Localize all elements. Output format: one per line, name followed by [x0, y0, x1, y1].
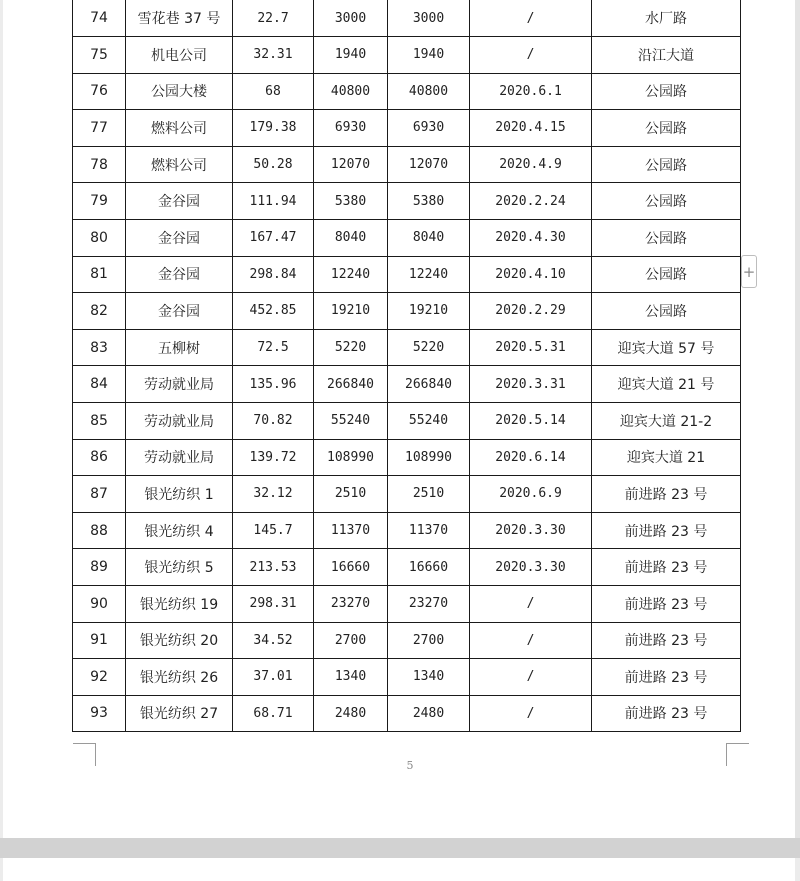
cell-address[interactable]: 前进路 23 号 — [592, 622, 741, 659]
page-edge-shadow — [795, 0, 800, 838]
cell-date[interactable]: 2020.2.24 — [470, 183, 592, 220]
cell-amount-paid[interactable]: 5220 — [388, 329, 470, 366]
cell-row-index[interactable]: 88 — [73, 512, 126, 549]
cell-amount[interactable]: 5380 — [314, 183, 388, 220]
cell-address[interactable]: 迎宾大道 21 — [592, 439, 741, 476]
cell-row-index[interactable]: 87 — [73, 476, 126, 513]
cell-address[interactable]: 迎宾大道 21-2 — [592, 402, 741, 439]
cell-amount[interactable]: 5220 — [314, 329, 388, 366]
cell-unit-name[interactable]: 银光纺织 19 — [126, 585, 233, 622]
table-row — [73, 549, 741, 586]
table-row — [73, 622, 741, 659]
cell-area[interactable]: 111.94 — [233, 183, 314, 220]
cell-row-index[interactable]: 81 — [73, 256, 126, 293]
table-row — [73, 183, 741, 220]
cell-area[interactable]: 298.31 — [233, 585, 314, 622]
cell-date[interactable]: 2020.4.30 — [470, 219, 592, 256]
cell-address[interactable]: 前进路 23 号 — [592, 695, 741, 732]
cell-area[interactable]: 213.53 — [233, 549, 314, 586]
cell-date[interactable]: 2020.6.1 — [470, 73, 592, 110]
cell-amount-paid[interactable]: 23270 — [388, 585, 470, 622]
table-row — [73, 0, 741, 37]
cell-amount-paid[interactable]: 8040 — [388, 219, 470, 256]
cell-unit-name[interactable]: 银光纺织 4 — [126, 512, 233, 549]
add-row-button[interactable]: + — [741, 255, 757, 288]
cell-area[interactable]: 68 — [233, 73, 314, 110]
cell-date[interactable]: 2020.3.30 — [470, 549, 592, 586]
cell-unit-name[interactable]: 金谷园 — [126, 256, 233, 293]
cell-amount-paid[interactable]: 12070 — [388, 146, 470, 183]
cell-date[interactable]: 2020.5.31 — [470, 329, 592, 366]
cell-amount[interactable]: 2700 — [314, 622, 388, 659]
cell-area[interactable]: 72.5 — [233, 329, 314, 366]
cell-area[interactable]: 70.82 — [233, 402, 314, 439]
cell-address[interactable]: 公园路 — [592, 219, 741, 256]
cell-amount-paid[interactable]: 1940 — [388, 37, 470, 74]
data-table — [72, 0, 741, 732]
cell-amount-paid[interactable]: 2510 — [388, 476, 470, 513]
cell-amount[interactable]: 2480 — [314, 695, 388, 732]
cell-unit-name[interactable]: 五柳树 — [126, 329, 233, 366]
cell-address[interactable]: 前进路 23 号 — [592, 512, 741, 549]
cell-area[interactable]: 135.96 — [233, 366, 314, 403]
cell-unit-name[interactable]: 银光纺织 26 — [126, 659, 233, 696]
cell-amount[interactable]: 12240 — [314, 256, 388, 293]
cell-date[interactable]: / — [470, 0, 592, 37]
cell-amount[interactable]: 3000 — [314, 0, 388, 37]
table-row — [73, 439, 741, 476]
cell-amount[interactable]: 23270 — [314, 585, 388, 622]
crop-mark-left — [73, 743, 96, 766]
table-row — [73, 256, 741, 293]
table-row — [73, 110, 741, 147]
cell-area[interactable]: 298.84 — [233, 256, 314, 293]
cell-date[interactable]: / — [470, 622, 592, 659]
cell-row-index[interactable]: 92 — [73, 659, 126, 696]
table-row — [73, 659, 741, 696]
cell-amount[interactable]: 1940 — [314, 37, 388, 74]
cell-unit-name[interactable]: 银光纺织 20 — [126, 622, 233, 659]
cell-area[interactable]: 167.47 — [233, 219, 314, 256]
cell-address[interactable]: 迎宾大道 21 号 — [592, 366, 741, 403]
cell-amount[interactable]: 12070 — [314, 146, 388, 183]
cell-address[interactable]: 迎宾大道 57 号 — [592, 329, 741, 366]
cell-date[interactable]: / — [470, 585, 592, 622]
cell-date[interactable]: 2020.5.14 — [470, 402, 592, 439]
cell-row-index[interactable]: 80 — [73, 219, 126, 256]
cell-amount-paid[interactable]: 108990 — [388, 439, 470, 476]
cell-area[interactable]: 22.7 — [233, 0, 314, 37]
cell-unit-name[interactable]: 公园大楼 — [126, 73, 233, 110]
cell-amount-paid[interactable]: 11370 — [388, 512, 470, 549]
table-row — [73, 585, 741, 622]
table-row — [73, 512, 741, 549]
table-row — [73, 146, 741, 183]
cell-amount[interactable]: 266840 — [314, 366, 388, 403]
table-row — [73, 73, 741, 110]
table-row — [73, 476, 741, 513]
cell-date[interactable]: 2020.6.9 — [470, 476, 592, 513]
cell-amount-paid[interactable]: 2700 — [388, 622, 470, 659]
cell-area[interactable]: 452.85 — [233, 293, 314, 330]
cell-amount-paid[interactable]: 3000 — [388, 0, 470, 37]
cell-unit-name[interactable]: 机电公司 — [126, 37, 233, 74]
table-row — [73, 293, 741, 330]
cell-address[interactable]: 前进路 23 号 — [592, 585, 741, 622]
cell-row-index[interactable]: 85 — [73, 402, 126, 439]
cell-amount[interactable]: 6930 — [314, 110, 388, 147]
cell-area[interactable]: 145.7 — [233, 512, 314, 549]
cell-amount[interactable]: 11370 — [314, 512, 388, 549]
cell-amount[interactable]: 19210 — [314, 293, 388, 330]
cell-row-index[interactable]: 90 — [73, 585, 126, 622]
cell-date[interactable]: 2020.6.14 — [470, 439, 592, 476]
cell-amount[interactable]: 40800 — [314, 73, 388, 110]
cell-unit-name[interactable]: 金谷园 — [126, 183, 233, 220]
cell-row-index[interactable]: 82 — [73, 293, 126, 330]
cell-date[interactable]: 2020.3.31 — [470, 366, 592, 403]
cell-row-index[interactable]: 74 — [73, 0, 126, 37]
cell-amount-paid[interactable]: 55240 — [388, 402, 470, 439]
table-body — [73, 0, 741, 732]
cell-amount-paid[interactable]: 16660 — [388, 549, 470, 586]
table-row — [73, 219, 741, 256]
cell-unit-name[interactable]: 银光纺织 5 — [126, 549, 233, 586]
cell-amount-paid[interactable]: 40800 — [388, 73, 470, 110]
cell-row-index[interactable]: 77 — [73, 110, 126, 147]
cell-address[interactable]: 前进路 23 号 — [592, 476, 741, 513]
cell-row-index[interactable]: 91 — [73, 622, 126, 659]
cell-unit-name[interactable]: 雪花巷 37 号 — [126, 0, 233, 37]
cell-area[interactable]: 34.52 — [233, 622, 314, 659]
table-row — [73, 695, 741, 732]
cell-date[interactable]: / — [470, 695, 592, 732]
cell-unit-name[interactable]: 燃料公司 — [126, 110, 233, 147]
cell-unit-name[interactable]: 劳动就业局 — [126, 402, 233, 439]
page-gap — [0, 838, 800, 858]
cell-amount[interactable]: 55240 — [314, 402, 388, 439]
cell-row-index[interactable]: 93 — [73, 695, 126, 732]
cell-amount-paid[interactable]: 6930 — [388, 110, 470, 147]
cell-row-index[interactable]: 86 — [73, 439, 126, 476]
table-row — [73, 37, 741, 74]
cell-amount[interactable]: 16660 — [314, 549, 388, 586]
cell-date[interactable]: 2020.3.30 — [470, 512, 592, 549]
cell-date[interactable]: 2020.4.9 — [470, 146, 592, 183]
table-row — [73, 366, 741, 403]
cell-unit-name[interactable]: 劳动就业局 — [126, 439, 233, 476]
cell-area[interactable]: 37.01 — [233, 659, 314, 696]
cell-date[interactable]: / — [470, 659, 592, 696]
cell-address[interactable]: 前进路 23 号 — [592, 549, 741, 586]
cell-address[interactable]: 公园路 — [592, 110, 741, 147]
cell-area[interactable]: 50.28 — [233, 146, 314, 183]
cell-row-index[interactable]: 78 — [73, 146, 126, 183]
cell-address[interactable]: 公园路 — [592, 73, 741, 110]
table-row — [73, 402, 741, 439]
cell-row-index[interactable]: 75 — [73, 37, 126, 74]
next-document-page — [3, 858, 795, 881]
cell-unit-name[interactable]: 银光纺织 1 — [126, 476, 233, 513]
cell-area[interactable]: 179.38 — [233, 110, 314, 147]
cell-amount-paid[interactable]: 19210 — [388, 293, 470, 330]
cell-date[interactable]: / — [470, 37, 592, 74]
cell-amount[interactable]: 1340 — [314, 659, 388, 696]
cell-unit-name[interactable]: 金谷园 — [126, 219, 233, 256]
cell-row-index[interactable]: 84 — [73, 366, 126, 403]
cell-area[interactable]: 32.31 — [233, 37, 314, 74]
cell-row-index[interactable]: 79 — [73, 183, 126, 220]
cell-unit-name[interactable]: 燃料公司 — [126, 146, 233, 183]
cell-row-index[interactable]: 83 — [73, 329, 126, 366]
cell-unit-name[interactable]: 银光纺织 27 — [126, 695, 233, 732]
cell-address[interactable]: 水厂路 — [592, 0, 741, 37]
cell-area[interactable]: 32.12 — [233, 476, 314, 513]
cell-amount-paid[interactable]: 5380 — [388, 183, 470, 220]
cell-amount-paid[interactable]: 12240 — [388, 256, 470, 293]
table-row — [73, 329, 741, 366]
cell-address[interactable]: 公园路 — [592, 293, 741, 330]
cell-amount[interactable]: 2510 — [314, 476, 388, 513]
page-number: 5 — [406, 759, 414, 772]
cell-amount-paid[interactable]: 266840 — [388, 366, 470, 403]
cell-address[interactable]: 公园路 — [592, 256, 741, 293]
cell-address[interactable]: 沿江大道 — [592, 37, 741, 74]
cell-address[interactable]: 公园路 — [592, 183, 741, 220]
cell-amount[interactable]: 108990 — [314, 439, 388, 476]
cell-date[interactable]: 2020.2.29 — [470, 293, 592, 330]
cell-row-index[interactable]: 89 — [73, 549, 126, 586]
cell-amount-paid[interactable]: 1340 — [388, 659, 470, 696]
cell-unit-name[interactable]: 劳动就业局 — [126, 366, 233, 403]
cell-amount[interactable]: 8040 — [314, 219, 388, 256]
cell-row-index[interactable]: 76 — [73, 73, 126, 110]
cell-address[interactable]: 前进路 23 号 — [592, 659, 741, 696]
cell-area[interactable]: 68.71 — [233, 695, 314, 732]
cell-date[interactable]: 2020.4.15 — [470, 110, 592, 147]
crop-mark-right — [726, 743, 749, 766]
cell-area[interactable]: 139.72 — [233, 439, 314, 476]
cell-amount-paid[interactable]: 2480 — [388, 695, 470, 732]
cell-date[interactable]: 2020.4.10 — [470, 256, 592, 293]
cell-address[interactable]: 公园路 — [592, 146, 741, 183]
cell-unit-name[interactable]: 金谷园 — [126, 293, 233, 330]
